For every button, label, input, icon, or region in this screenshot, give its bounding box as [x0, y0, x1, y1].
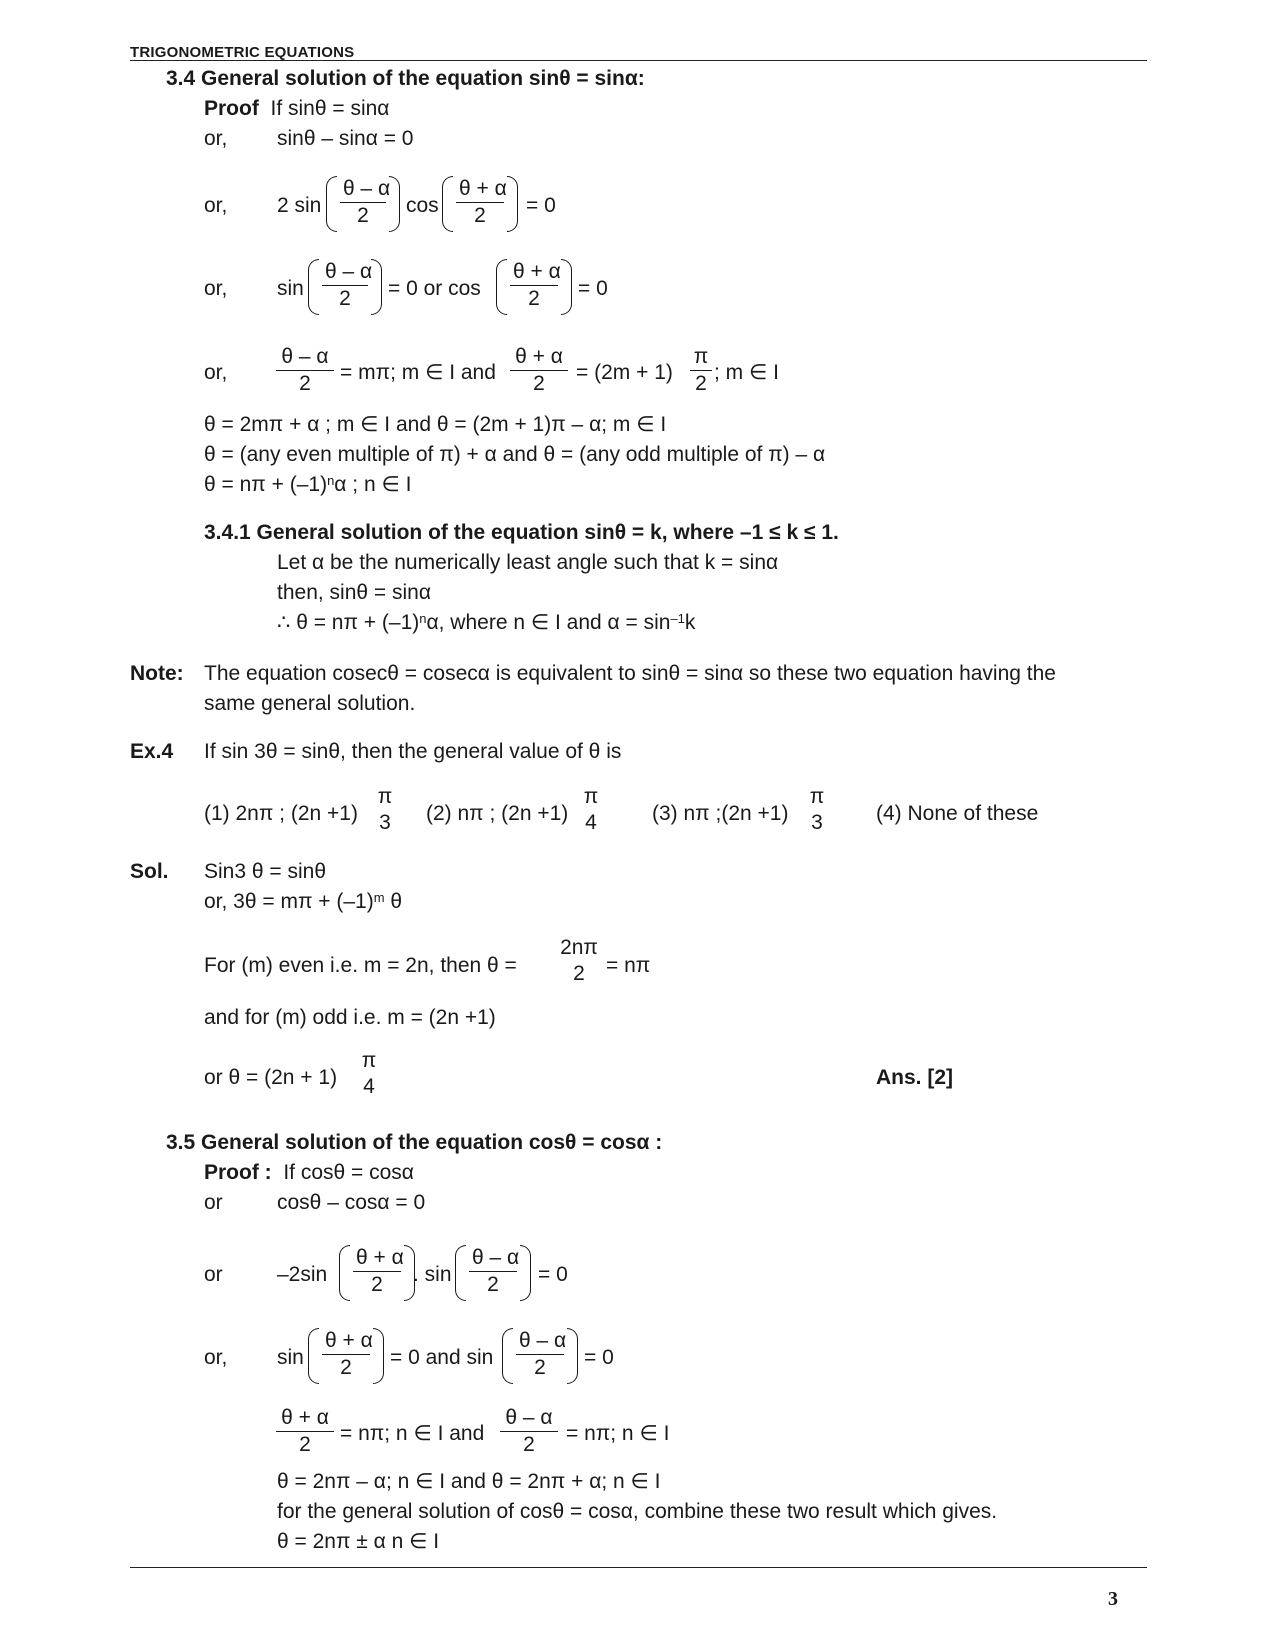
equation-line: sinθ – sinα = 0 [277, 127, 414, 150]
equation-line [277, 610, 695, 636]
denominator: 2 [299, 1433, 311, 1456]
footer-rule [130, 1567, 1147, 1568]
section-3-5-heading: 3.5 General solution of the equation cosθ = cosα : [166, 1131, 663, 1154]
line-label: or, [204, 1346, 228, 1369]
line-label: or, [204, 127, 228, 150]
denominator: 4 [363, 1075, 375, 1098]
page-number: 3 [1108, 1588, 1118, 1610]
right-paren [373, 1328, 384, 1384]
right-paren [561, 259, 572, 315]
equation-text: or θ = (2n + 1) [204, 1066, 338, 1089]
proof-line [204, 96, 389, 122]
numerator: θ – α [322, 259, 368, 286]
equation-text: θ = nπ + (–1) [204, 473, 328, 496]
fraction [504, 1328, 576, 1381]
option-3: (3) nπ ;(2n +1) [652, 802, 789, 825]
right-paren [389, 176, 400, 232]
equation-text: sin [277, 1346, 304, 1369]
numerator: π [377, 785, 393, 808]
note-label: Note: [130, 662, 184, 685]
denominator: 2 [340, 1356, 352, 1379]
denominator: 4 [585, 811, 597, 834]
option-2: (2) nπ ; (2n +1) [426, 802, 569, 825]
fraction [374, 784, 396, 836]
superscript: m [373, 890, 385, 905]
equation-line: θ = (any even multiple of π) + α and θ = (any odd multiple of π) – α [204, 443, 826, 466]
proof-line [204, 1160, 414, 1186]
line-label: or, [204, 194, 228, 217]
fraction [555, 935, 603, 987]
denominator: 2 [474, 204, 486, 227]
proof-label: Proof [204, 97, 259, 120]
proof-text: If cosθ = cosα [283, 1161, 414, 1184]
right-paren [371, 259, 382, 315]
left-paren [442, 176, 453, 232]
answer-label: Ans. [2] [876, 1066, 954, 1089]
section-3-4-heading: 3.4 General solution of the equation sinθ = sinα: [166, 67, 645, 90]
text-line: for the general solution of cosθ = cosα, combine these two result which gives. [277, 1500, 998, 1523]
numerator: 2nπ [560, 936, 598, 959]
right-paren [520, 1245, 531, 1301]
fraction [498, 259, 570, 312]
numerator: π [690, 344, 712, 371]
example-label: Ex.4 [130, 740, 174, 763]
denominator: 2 [533, 372, 545, 395]
fraction [510, 344, 568, 397]
equation-line: and for (m) odd i.e. m = (2n +1) [204, 1006, 496, 1029]
equation-text: = 0 [538, 1263, 568, 1286]
right-paren [567, 1328, 578, 1384]
equation-text: cos [406, 194, 439, 217]
line-label: or [204, 1191, 223, 1214]
left-paren [308, 1328, 319, 1384]
equation-line: θ = 2nπ – α; n ∈ I and θ = 2nπ + α; n ∈ I [277, 1470, 661, 1493]
right-paren [507, 176, 518, 232]
denominator: 2 [487, 1273, 499, 1296]
equation-text: α ; n ∈ I [334, 473, 412, 496]
numerator: θ + α [456, 176, 504, 203]
equation-text: or, 3θ = mπ + (–1) [204, 890, 374, 913]
fraction [310, 259, 380, 312]
left-paren [308, 259, 319, 315]
fraction [500, 1405, 558, 1458]
denominator: 2 [357, 204, 369, 227]
equation-text: = mπ; m ∈ I and [340, 361, 496, 384]
numerator: π [809, 785, 825, 808]
equation-text: ; m ∈ I [714, 361, 779, 384]
denominator: 2 [528, 287, 540, 310]
denominator: 3 [811, 811, 823, 834]
equation-text: . sin [413, 1263, 452, 1286]
equation-text: α, where n ∈ I and α = sin [426, 611, 671, 634]
equation-text: = 0 [578, 277, 608, 300]
text-line: then, sinθ = sinα [277, 581, 431, 604]
numerator: θ + α [322, 1328, 370, 1355]
numerator: π [361, 1049, 377, 1072]
equation-line: Sin3 θ = sinθ [204, 860, 327, 883]
numerator: θ – α [516, 1328, 564, 1355]
numerator: θ – α [340, 176, 386, 203]
fraction [328, 176, 398, 229]
fraction [310, 1328, 382, 1381]
proof-label: Proof : [204, 1161, 272, 1184]
solution-label: Sol. [130, 860, 169, 883]
equation-line: cosθ – cosα = 0 [277, 1191, 426, 1214]
denominator: 3 [379, 811, 391, 834]
denominator: 2 [523, 1433, 535, 1456]
note-text: The equation cosecθ = cosecα is equivalent to sinθ = sinα so these two equation having the [204, 662, 1056, 685]
equation-text: θ [384, 890, 403, 913]
equation-line [204, 889, 402, 915]
fraction [358, 1048, 380, 1100]
equation-text: = 0 [526, 194, 556, 217]
numerator: θ + α [353, 1245, 401, 1272]
left-paren [339, 1245, 350, 1301]
numerator: θ + α [510, 344, 568, 371]
equation-text: = nπ; n ∈ I and [340, 1422, 485, 1445]
fraction [276, 1405, 334, 1458]
denominator: 2 [573, 962, 585, 985]
numerator: θ – α [469, 1245, 517, 1272]
denominator: 2 [695, 372, 707, 395]
equation-text: = 0 [584, 1346, 614, 1369]
fraction [457, 1245, 529, 1298]
numerator: θ – α [500, 1405, 558, 1432]
option-1: (1) 2nπ ; (2n +1) [204, 802, 358, 825]
superscript: n [327, 473, 335, 488]
equation-text: For (m) even i.e. m = 2n, then θ = [204, 954, 517, 977]
left-paren [455, 1245, 466, 1301]
fraction [580, 784, 602, 836]
line-label: or [204, 1263, 223, 1286]
equation-line [204, 472, 411, 498]
denominator: 2 [299, 372, 311, 395]
fraction [444, 176, 516, 229]
note-text: same general solution. [204, 692, 416, 715]
equation-text: ∴ θ = nπ + (–1) [277, 611, 420, 634]
left-paren [326, 176, 337, 232]
denominator: 2 [371, 1273, 383, 1296]
line-label: or, [204, 361, 228, 384]
left-paren [496, 259, 507, 315]
left-paren [502, 1328, 513, 1384]
denominator: 2 [534, 1356, 546, 1379]
header-rule [130, 60, 1147, 61]
equation-text: 2 sin [277, 194, 322, 217]
denominator: 2 [339, 287, 351, 310]
equation-text: –2sin [277, 1263, 328, 1286]
equation-text: = nπ [606, 954, 651, 977]
line-label: or, [204, 277, 228, 300]
equation-text: = nπ; n ∈ I [566, 1422, 670, 1445]
numerator: θ – α [276, 344, 334, 371]
running-header: TRIGONOMETRIC EQUATIONS [130, 44, 355, 61]
equation-text: = (2m + 1) [576, 361, 673, 384]
superscript: –1 [670, 611, 685, 626]
numerator: θ + α [510, 259, 558, 286]
equation-line: θ = 2nπ ± α n ∈ I [277, 1530, 440, 1553]
text-line: Let α be the numerically least angle such that k = sinα [277, 551, 779, 574]
superscript: n [419, 611, 427, 626]
fraction [341, 1245, 413, 1298]
equation-text: = 0 or cos [388, 277, 481, 300]
fraction [690, 344, 712, 397]
equation-text: = 0 and sin [390, 1346, 494, 1369]
equation-text: k [684, 611, 696, 634]
fraction [276, 344, 334, 397]
numerator: π [583, 785, 599, 808]
section-3-4-1-heading: 3.4.1 General solution of the equation sinθ = k, where –1 ≤ k ≤ 1. [204, 521, 839, 544]
option-4: (4) None of these [876, 802, 1039, 825]
equation-text: sin [277, 277, 304, 300]
example-question: If sin 3θ = sinθ, then the general value of θ is [204, 740, 622, 763]
fraction [806, 784, 828, 836]
numerator: θ + α [276, 1405, 334, 1432]
proof-text: If sinθ = sinα [270, 97, 390, 120]
equation-line: θ = 2mπ + α ; m ∈ I and θ = (2m + 1)π – α; m ∈ I [204, 413, 667, 436]
